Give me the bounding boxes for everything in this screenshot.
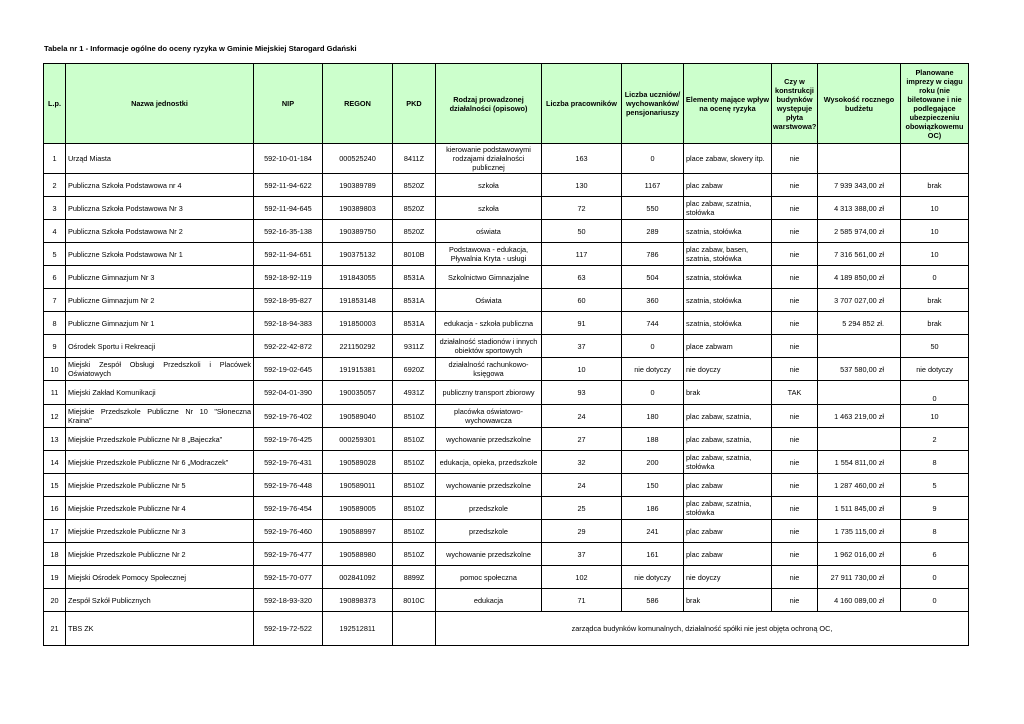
table-row: [44, 144, 969, 174]
cell-students: 0: [622, 144, 684, 174]
cell-nip: 592-18-95-827: [254, 289, 323, 312]
col-header-students: Liczba uczniów/ wychowanków/ pensjonariuszy: [622, 64, 684, 144]
cell-layered: nie: [772, 543, 818, 566]
cell-pkd: 8010C: [393, 589, 436, 612]
cell-regon: 000525240: [323, 144, 393, 174]
cell-lp: 18: [44, 543, 66, 566]
cell-events: 10: [901, 243, 969, 266]
cell-lp: 7: [44, 289, 66, 312]
table-row: [44, 405, 969, 428]
cell-nip: 592-19-76-425: [254, 428, 323, 451]
cell-events: 10: [901, 405, 969, 428]
col-header-activity: Rodzaj prowadzonej działalności (opisowo): [436, 64, 542, 144]
cell-nip: 592-22-42-872: [254, 335, 323, 358]
cell-events: [901, 144, 969, 174]
cell-budget: 4 189 850,00 zł: [818, 266, 901, 289]
table-row: [44, 451, 969, 474]
document-title: Tabela nr 1 - Informacje ogólne do oceny ryzyka w Gminie Miejskiej Starogard Gdański: [44, 44, 357, 53]
cell-students: 241: [622, 520, 684, 543]
col-header-employees: Liczba pracowników: [542, 64, 622, 144]
cell-employees: 24: [542, 474, 622, 497]
table-row: [44, 428, 969, 451]
cell-name: Miejskie Przedszkole Publiczne Nr 8 „Bajeczka”: [66, 428, 254, 451]
cell-nip: 592-10-01-184: [254, 144, 323, 174]
cell-events: 10: [901, 197, 969, 220]
cell-events: 5: [901, 474, 969, 497]
cell-lp: 4: [44, 220, 66, 243]
col-header-pkd: PKD: [393, 64, 436, 144]
cell-name: Publiczne Gimnazjum Nr 3: [66, 266, 254, 289]
cell-nip: 592-11-94-645: [254, 197, 323, 220]
table-row: [44, 289, 969, 312]
cell-name: Publiczne Gimnazjum Nr 1: [66, 312, 254, 335]
table-row: [44, 474, 969, 497]
cell-students: 180: [622, 405, 684, 428]
table-row: [44, 243, 969, 266]
cell-employees: 72: [542, 197, 622, 220]
cell-elements: szatnia, stołówka: [684, 266, 772, 289]
cell-name: Urząd Miasta: [66, 144, 254, 174]
cell-layered: nie: [772, 405, 818, 428]
cell-pkd: [393, 612, 436, 646]
cell-regon: 190589005: [323, 497, 393, 520]
cell-students: 586: [622, 589, 684, 612]
cell-employees: 63: [542, 266, 622, 289]
cell-pkd: 6920Z: [393, 358, 436, 381]
table-row: [44, 381, 969, 405]
cell-regon: 190589011: [323, 474, 393, 497]
cell-budget: 5 294 852 zł.: [818, 312, 901, 335]
cell-activity: edukacja, opieka, przedszkole: [436, 451, 542, 474]
cell-lp: 2: [44, 174, 66, 197]
cell-lp: 17: [44, 520, 66, 543]
cell-activity: Oświata: [436, 289, 542, 312]
cell-lp: 15: [44, 474, 66, 497]
cell-nip: 592-19-76-454: [254, 497, 323, 520]
cell-name: Publiczna Szkoła Podstawowa Nr 3: [66, 197, 254, 220]
cell-nip: 592-19-02-645: [254, 358, 323, 381]
cell-elements: place zabaw, skwery itp.: [684, 144, 772, 174]
table-row: [44, 520, 969, 543]
cell-pkd: 8010B: [393, 243, 436, 266]
cell-activity: edukacja: [436, 589, 542, 612]
table-row: [44, 612, 969, 646]
cell-activity: wychowanie przedszkolne: [436, 428, 542, 451]
cell-name: Zespół Szkół Publicznych: [66, 589, 254, 612]
cell-employees: 29: [542, 520, 622, 543]
cell-events: 9: [901, 497, 969, 520]
cell-elements: szatnia, stołówka: [684, 289, 772, 312]
cell-layered: nie: [772, 144, 818, 174]
cell-name: Miejskie Przedszkole Publiczne Nr 5: [66, 474, 254, 497]
cell-layered: nie: [772, 335, 818, 358]
cell-nip: 592-19-76-477: [254, 543, 323, 566]
cell-layered: nie: [772, 220, 818, 243]
cell-employees: 37: [542, 335, 622, 358]
cell-pkd: 8510Z: [393, 474, 436, 497]
cell-students: 161: [622, 543, 684, 566]
cell-pkd: 8531A: [393, 312, 436, 335]
cell-name: Miejskie Przedszkole Publiczne Nr 3: [66, 520, 254, 543]
cell-activity: placówka oświatowo-wychowawcza: [436, 405, 542, 428]
cell-activity: oświata: [436, 220, 542, 243]
cell-students: nie dotyczy: [622, 566, 684, 589]
table-row: [44, 220, 969, 243]
col-header-events: Planowane imprezy w ciągu roku (nie biletowane i nie podlegające ubezpieczeniu obowiązkowemu OC): [901, 64, 969, 144]
cell-nip: 592-18-92-119: [254, 266, 323, 289]
cell-pkd: 8899Z: [393, 566, 436, 589]
cell-regon: 191850003: [323, 312, 393, 335]
cell-regon: 221150292: [323, 335, 393, 358]
cell-regon: 002841092: [323, 566, 393, 589]
cell-nip: 592-04-01-390: [254, 381, 323, 405]
cell-events: 6: [901, 543, 969, 566]
cell-elements: brak: [684, 381, 772, 405]
cell-budget: 7 939 343,00 zł: [818, 174, 901, 197]
cell-budget: 7 316 561,00 zł: [818, 243, 901, 266]
cell-employees: 117: [542, 243, 622, 266]
cell-pkd: 8510Z: [393, 405, 436, 428]
cell-employees: 27: [542, 428, 622, 451]
cell-employees: 24: [542, 405, 622, 428]
cell-activity: działalność rachunkowo-księgowa: [436, 358, 542, 381]
cell-name: Miejski Zespół Obsługi Przedszkoli i Placówek Oświatowych: [66, 358, 254, 381]
cell-regon: 190389750: [323, 220, 393, 243]
cell-employees: 71: [542, 589, 622, 612]
cell-layered: nie: [772, 289, 818, 312]
cell-activity: szkoła: [436, 197, 542, 220]
cell-lp: 5: [44, 243, 66, 266]
cell-budget: 537 580,00 zł: [818, 358, 901, 381]
cell-lp: 20: [44, 589, 66, 612]
cell-layered: nie: [772, 197, 818, 220]
cell-activity: Podstawowa - edukacja, Pływalnia Kryta - usługi: [436, 243, 542, 266]
cell-pkd: 8510Z: [393, 428, 436, 451]
col-header-name: Nazwa jednostki: [66, 64, 254, 144]
cell-name: Miejskie Przedszkole Publiczne Nr 6 „Modraczek”: [66, 451, 254, 474]
cell-students: 550: [622, 197, 684, 220]
cell-pkd: 8411Z: [393, 144, 436, 174]
cell-lp: 10: [44, 358, 66, 381]
cell-layered: nie: [772, 243, 818, 266]
cell-budget: 1 962 016,00 zł: [818, 543, 901, 566]
cell-lp: 12: [44, 405, 66, 428]
cell-nip: 592-19-76-402: [254, 405, 323, 428]
cell-students: 0: [622, 381, 684, 405]
cell-note: zarządca budynków komunalnych, działalność spółki nie jest objęta ochroną OC,: [436, 612, 969, 646]
cell-students: 186: [622, 497, 684, 520]
cell-lp: 16: [44, 497, 66, 520]
cell-pkd: 8531A: [393, 266, 436, 289]
cell-pkd: 8510Z: [393, 497, 436, 520]
cell-layered: nie: [772, 266, 818, 289]
table-row: [44, 197, 969, 220]
cell-pkd: 8510Z: [393, 451, 436, 474]
cell-regon: 191853148: [323, 289, 393, 312]
cell-pkd: 4931Z: [393, 381, 436, 405]
table-row: [44, 312, 969, 335]
cell-layered: nie: [772, 312, 818, 335]
cell-regon: 190389803: [323, 197, 393, 220]
cell-pkd: 8510Z: [393, 520, 436, 543]
cell-regon: 191915381: [323, 358, 393, 381]
table-body: [44, 144, 969, 646]
cell-activity: publiczny transport zbiorowy: [436, 381, 542, 405]
cell-events: 50: [901, 335, 969, 358]
cell-activity: pomoc społeczna: [436, 566, 542, 589]
cell-regon: 190589040: [323, 405, 393, 428]
cell-pkd: 8520Z: [393, 197, 436, 220]
cell-layered: nie: [772, 566, 818, 589]
col-header-layered: Czy w konstrukcji budynków występuje płyta warstwowa?: [772, 64, 818, 144]
cell-name: Miejskie Przedszkole Publiczne Nr 4: [66, 497, 254, 520]
cell-pkd: 8520Z: [393, 174, 436, 197]
cell-layered: nie: [772, 474, 818, 497]
cell-elements: nie doyczy: [684, 358, 772, 381]
col-header-elements: Elementy mające wpływ na ocenę ryzyka: [684, 64, 772, 144]
cell-regon: 000259301: [323, 428, 393, 451]
cell-name: Ośrodek Sportu i Rekreacji: [66, 335, 254, 358]
cell-activity: szkoła: [436, 174, 542, 197]
cell-name: Publiczne Gimnazjum Nr 2: [66, 289, 254, 312]
cell-layered: nie: [772, 520, 818, 543]
cell-lp: 21: [44, 612, 66, 646]
cell-activity: wychowanie przedszkolne: [436, 543, 542, 566]
cell-layered: TAK: [772, 381, 818, 405]
cell-activity: przedszkole: [436, 520, 542, 543]
cell-elements: plac zabaw, szatnia, stołówka: [684, 197, 772, 220]
cell-elements: plac zabaw, szatnia,: [684, 405, 772, 428]
cell-nip: 592-19-72-522: [254, 612, 323, 646]
cell-employees: 10: [542, 358, 622, 381]
cell-events: 2: [901, 428, 969, 451]
cell-nip: 592-19-76-460: [254, 520, 323, 543]
cell-elements: plac zabaw, szatnia, stołówka: [684, 451, 772, 474]
cell-pkd: 9311Z: [393, 335, 436, 358]
cell-elements: plac zabaw: [684, 543, 772, 566]
cell-employees: 102: [542, 566, 622, 589]
cell-students: nie dotyczy: [622, 358, 684, 381]
cell-events: nie dotyczy: [901, 358, 969, 381]
cell-layered: nie: [772, 451, 818, 474]
cell-nip: 592-15-70-077: [254, 566, 323, 589]
cell-lp: 19: [44, 566, 66, 589]
table-row: [44, 266, 969, 289]
cell-lp: 6: [44, 266, 66, 289]
cell-nip: 592-11-94-622: [254, 174, 323, 197]
table-row: [44, 497, 969, 520]
cell-budget: 1 735 115,00 zł: [818, 520, 901, 543]
cell-regon: 190898373: [323, 589, 393, 612]
cell-students: 188: [622, 428, 684, 451]
cell-events: 10: [901, 220, 969, 243]
cell-students: 200: [622, 451, 684, 474]
cell-regon: 190375132: [323, 243, 393, 266]
cell-elements: szatnia, stołówka: [684, 220, 772, 243]
col-header-lp: L.p.: [44, 64, 66, 144]
cell-name: Publiczne Szkoła Podstawowa Nr 1: [66, 243, 254, 266]
cell-elements: plac zabaw, szatnia,: [684, 428, 772, 451]
cell-budget: 1 554 811,00 zł: [818, 451, 901, 474]
cell-budget: [818, 335, 901, 358]
cell-regon: 190589028: [323, 451, 393, 474]
cell-activity: wychowanie przedszkolne: [436, 474, 542, 497]
cell-layered: nie: [772, 174, 818, 197]
cell-elements: plac zabaw: [684, 474, 772, 497]
cell-budget: 1 463 219,00 zł: [818, 405, 901, 428]
cell-activity: edukacja - szkoła publiczna: [436, 312, 542, 335]
cell-elements: place zabwam: [684, 335, 772, 358]
cell-name: Publiczna Szkoła Podstawowa nr 4: [66, 174, 254, 197]
cell-employees: 130: [542, 174, 622, 197]
cell-lp: 11: [44, 381, 66, 405]
cell-name: Miejski Zakład Komunikacji: [66, 381, 254, 405]
cell-name: Miejskie Przedszkole Publiczne Nr 10 "Słoneczna Kraina": [66, 405, 254, 428]
cell-budget: 4 160 089,00 zł: [818, 589, 901, 612]
cell-pkd: 8531A: [393, 289, 436, 312]
table-row: [44, 358, 969, 381]
cell-pkd: 8520Z: [393, 220, 436, 243]
cell-events: 0: [901, 266, 969, 289]
cell-students: 150: [622, 474, 684, 497]
cell-nip: 592-11-94-651: [254, 243, 323, 266]
cell-employees: 50: [542, 220, 622, 243]
cell-elements: plac zabaw: [684, 174, 772, 197]
cell-employees: 93: [542, 381, 622, 405]
cell-employees: 37: [542, 543, 622, 566]
cell-nip: 592-18-93-320: [254, 589, 323, 612]
cell-students: 1167: [622, 174, 684, 197]
cell-events: brak: [901, 312, 969, 335]
cell-lp: 1: [44, 144, 66, 174]
cell-regon: 190588997: [323, 520, 393, 543]
cell-activity: przedszkole: [436, 497, 542, 520]
cell-employees: 163: [542, 144, 622, 174]
cell-pkd: 8510Z: [393, 543, 436, 566]
cell-name: Miejskie Przedszkole Publiczne Nr 2: [66, 543, 254, 566]
cell-events: 0: [901, 589, 969, 612]
cell-budget: [818, 428, 901, 451]
cell-regon: 192512811: [323, 612, 393, 646]
cell-budget: 1 511 845,00 zł: [818, 497, 901, 520]
col-header-regon: REGON: [323, 64, 393, 144]
cell-lp: 9: [44, 335, 66, 358]
col-header-budget: Wysokość rocznego budżetu: [818, 64, 901, 144]
cell-nip: 592-19-76-448: [254, 474, 323, 497]
table-row: [44, 335, 969, 358]
cell-activity: Szkolnictwo Gimnazjalne: [436, 266, 542, 289]
cell-lp: 13: [44, 428, 66, 451]
cell-regon: 190588980: [323, 543, 393, 566]
cell-students: 504: [622, 266, 684, 289]
cell-employees: 25: [542, 497, 622, 520]
table-row: [44, 543, 969, 566]
cell-regon: 190389789: [323, 174, 393, 197]
cell-name: TBS ZK: [66, 612, 254, 646]
cell-events: 0: [901, 566, 969, 589]
cell-name: Publiczna Szkoła Podstawowa Nr 2: [66, 220, 254, 243]
cell-elements: plac zabaw, szatnia, stołówka: [684, 497, 772, 520]
cell-budget: 4 313 388,00 zł: [818, 197, 901, 220]
cell-name: Miejski Ośrodek Pomocy Społecznej: [66, 566, 254, 589]
cell-events: brak: [901, 289, 969, 312]
risk-assessment-table: [43, 63, 969, 646]
cell-budget: 27 911 730,00 zł: [818, 566, 901, 589]
cell-lp: 8: [44, 312, 66, 335]
cell-budget: [818, 381, 901, 405]
table-row: [44, 589, 969, 612]
header-row: [44, 64, 969, 144]
cell-events: 8: [901, 451, 969, 474]
cell-events: 8: [901, 520, 969, 543]
cell-budget: 2 585 974,00 zł: [818, 220, 901, 243]
cell-regon: 190035057: [323, 381, 393, 405]
cell-lp: 14: [44, 451, 66, 474]
cell-elements: brak: [684, 589, 772, 612]
cell-students: 360: [622, 289, 684, 312]
table-row: [44, 566, 969, 589]
cell-employees: 91: [542, 312, 622, 335]
cell-activity: działalność stadionów i innych obiektów sportowych: [436, 335, 542, 358]
cell-elements: plac zabaw: [684, 520, 772, 543]
cell-layered: nie: [772, 497, 818, 520]
cell-nip: 592-16-35-138: [254, 220, 323, 243]
cell-lp: 3: [44, 197, 66, 220]
cell-events: 0: [901, 381, 969, 405]
cell-employees: 60: [542, 289, 622, 312]
cell-students: 0: [622, 335, 684, 358]
cell-elements: szatnia, stołówka: [684, 312, 772, 335]
cell-elements: plac zabaw, basen, szatnia, stołówka: [684, 243, 772, 266]
cell-nip: 592-19-76-431: [254, 451, 323, 474]
cell-students: 744: [622, 312, 684, 335]
cell-layered: nie: [772, 428, 818, 451]
cell-budget: 3 707 027,00 zł: [818, 289, 901, 312]
cell-layered: nie: [772, 589, 818, 612]
cell-budget: 1 287 460,00 zł: [818, 474, 901, 497]
cell-employees: 32: [542, 451, 622, 474]
col-header-nip: NIP: [254, 64, 323, 144]
cell-elements: nie doyczy: [684, 566, 772, 589]
cell-events: brak: [901, 174, 969, 197]
cell-budget: [818, 144, 901, 174]
cell-activity: kierowanie podstawowymi rodzajami działalności publicznej: [436, 144, 542, 174]
table-row: [44, 174, 969, 197]
cell-students: 289: [622, 220, 684, 243]
cell-layered: nie: [772, 358, 818, 381]
cell-students: 786: [622, 243, 684, 266]
cell-regon: 191843055: [323, 266, 393, 289]
cell-nip: 592-18-94-383: [254, 312, 323, 335]
